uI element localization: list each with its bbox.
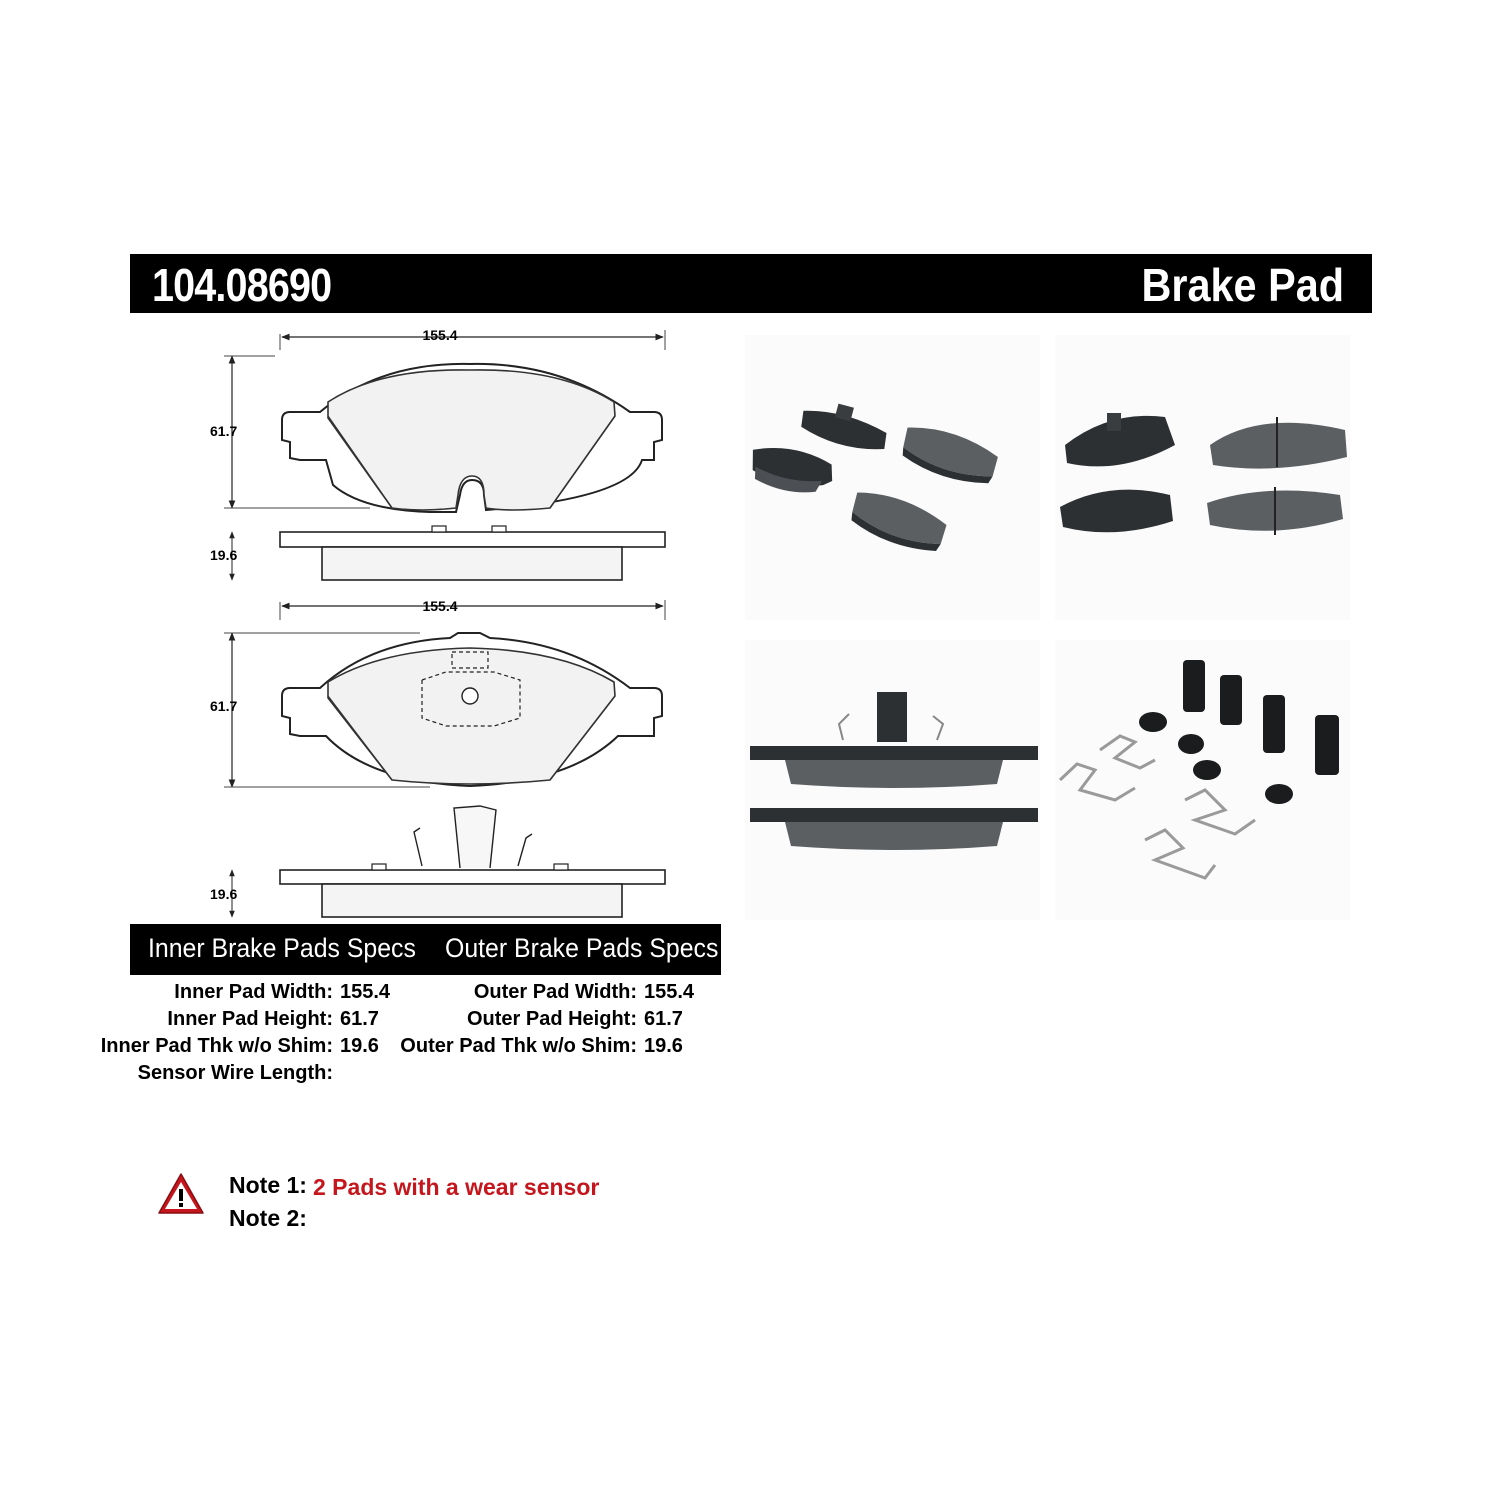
specs-header-bar bbox=[130, 924, 721, 975]
warning-triangle-icon bbox=[157, 1172, 205, 1216]
technical-drawing bbox=[130, 320, 730, 920]
photo-pad-set-angled bbox=[745, 335, 1040, 620]
spec-label: Inner Pad Thk w/o Shim: bbox=[100, 1035, 333, 1057]
spec-label: Outer Pad Width: bbox=[473, 981, 637, 1003]
photo-pad-set-flat bbox=[1055, 335, 1350, 620]
spec-label: Inner Pad Height: bbox=[167, 1008, 333, 1030]
outer-thk-dim: 19.6 bbox=[210, 886, 238, 902]
outer-specs-title: Outer Brake Pads Specs bbox=[445, 933, 719, 963]
photo-hardware-kit bbox=[1055, 640, 1350, 920]
spec-label: Inner Pad Width: bbox=[174, 981, 333, 1003]
outer-pad-drawing bbox=[224, 600, 665, 917]
inner-thk-dim: 19.6 bbox=[210, 547, 238, 563]
spec-value: 155.4 bbox=[340, 981, 391, 1003]
inner-spec-row bbox=[0, 1062, 333, 1086]
spec-value: 61.7 bbox=[644, 1008, 683, 1030]
header-bar bbox=[130, 254, 1372, 313]
note-2-label: Note 2: bbox=[229, 1205, 307, 1231]
spec-label: Outer Pad Thk w/o Shim: bbox=[400, 1035, 637, 1057]
outer-width-dim: 155.4 bbox=[422, 598, 458, 614]
note-1-label: Note 1: bbox=[229, 1172, 307, 1198]
inner-pad-drawing bbox=[224, 330, 665, 580]
note-1-text: 2 Pads with a wear sensor bbox=[313, 1174, 600, 1200]
inner-width-dim: 155.4 bbox=[422, 327, 458, 343]
photo-pad-side-profile bbox=[745, 640, 1040, 920]
product-type: Brake Pad bbox=[1141, 259, 1344, 311]
spec-value: 19.6 bbox=[644, 1035, 683, 1057]
inner-specs-title: Inner Brake Pads Specs bbox=[148, 933, 416, 963]
inner-height-dim: 61.7 bbox=[210, 423, 238, 439]
spec-label: Outer Pad Height: bbox=[466, 1008, 637, 1030]
spec-value: 61.7 bbox=[340, 1008, 379, 1030]
spec-value: 19.6 bbox=[340, 1035, 379, 1057]
spec-value: 155.4 bbox=[644, 981, 695, 1003]
outer-height-dim: 61.7 bbox=[210, 698, 238, 714]
part-number: 104.08690 bbox=[152, 259, 332, 311]
spec-label: Sensor Wire Length: bbox=[137, 1062, 333, 1084]
